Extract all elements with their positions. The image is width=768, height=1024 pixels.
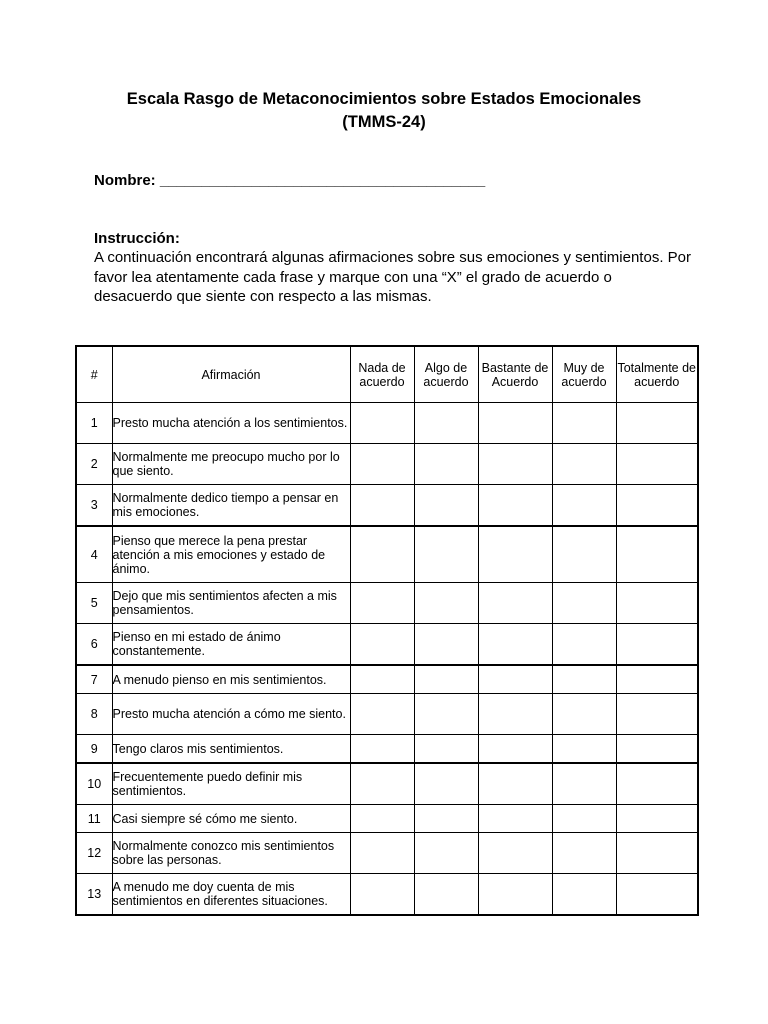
answer-cell-algo[interactable] — [414, 485, 478, 527]
answer-cell-bastante[interactable] — [478, 805, 552, 833]
answer-cell-muy[interactable] — [552, 805, 616, 833]
answer-cell-bastante[interactable] — [478, 403, 552, 444]
row-statement: Pienso que merece la pena prestar atención a mis emociones y estado de ánimo. — [112, 526, 350, 583]
row-number: 13 — [76, 874, 112, 916]
answer-cell-muy[interactable] — [552, 403, 616, 444]
document-subtitle: (TMMS-24) — [342, 113, 426, 131]
row-statement: Frecuentemente puedo definir mis sentimientos. — [112, 763, 350, 805]
answer-cell-nada[interactable] — [350, 694, 414, 735]
answer-cell-bastante[interactable] — [478, 526, 552, 583]
answer-cell-totalmente[interactable] — [616, 485, 698, 527]
row-number: 6 — [76, 624, 112, 666]
answer-cell-algo[interactable] — [414, 805, 478, 833]
row-number: 12 — [76, 833, 112, 874]
answer-cell-totalmente[interactable] — [616, 735, 698, 764]
row-number: 4 — [76, 526, 112, 583]
answer-cell-muy[interactable] — [552, 735, 616, 764]
row-statement: A menudo me doy cuenta de mis sentimientos en diferentes situaciones. — [112, 874, 350, 916]
answer-cell-nada[interactable] — [350, 735, 414, 764]
answer-cell-bastante[interactable] — [478, 444, 552, 485]
table-row — [76, 694, 698, 735]
answer-cell-totalmente[interactable] — [616, 403, 698, 444]
answer-cell-totalmente[interactable] — [616, 694, 698, 735]
answer-cell-totalmente[interactable] — [616, 763, 698, 805]
table-row — [76, 874, 698, 916]
answer-cell-nada[interactable] — [350, 833, 414, 874]
answer-cell-muy[interactable] — [552, 624, 616, 666]
answer-cell-bastante[interactable] — [478, 833, 552, 874]
answer-cell-muy[interactable] — [552, 485, 616, 527]
answer-cell-nada[interactable] — [350, 583, 414, 624]
table-row — [76, 485, 698, 527]
table-row — [76, 735, 698, 764]
answer-cell-nada[interactable] — [350, 485, 414, 527]
header-muy-de-acuerdo: Muy de acuerdo — [552, 346, 616, 403]
table-row — [76, 444, 698, 485]
table-row — [76, 624, 698, 666]
document-title: Escala Rasgo de Metaconocimientos sobre Estados Emocionales — [126, 90, 642, 108]
answer-cell-bastante[interactable] — [478, 583, 552, 624]
answer-cell-muy[interactable] — [552, 833, 616, 874]
answer-cell-algo[interactable] — [414, 444, 478, 485]
row-statement: Tengo claros mis sentimientos. — [112, 735, 350, 764]
answer-cell-nada[interactable] — [350, 874, 414, 916]
row-number: 10 — [76, 763, 112, 805]
answer-cell-nada[interactable] — [350, 403, 414, 444]
answer-cell-nada[interactable] — [350, 444, 414, 485]
answer-cell-algo[interactable] — [414, 763, 478, 805]
table-row — [76, 526, 698, 583]
row-number: 11 — [76, 805, 112, 833]
answer-cell-nada[interactable] — [350, 805, 414, 833]
answer-cell-algo[interactable] — [414, 526, 478, 583]
header-totalmente-de-acuerdo: Totalmente de acuerdo — [616, 346, 698, 403]
row-number: 7 — [76, 665, 112, 694]
survey-table — [75, 345, 699, 916]
row-number: 1 — [76, 403, 112, 444]
header-nada-de-acuerdo: Nada de acuerdo — [350, 346, 414, 403]
row-statement: Pienso en mi estado de ánimo constantemente. — [112, 624, 350, 666]
answer-cell-nada[interactable] — [350, 526, 414, 583]
table-row — [76, 833, 698, 874]
header-bastante-de-acuerdo: Bastante de Acuerdo — [478, 346, 552, 403]
row-statement: Presto mucha atención a los sentimientos. — [112, 403, 350, 444]
answer-cell-algo[interactable] — [414, 624, 478, 666]
row-statement: Presto mucha atención a cómo me siento. — [112, 694, 350, 735]
answer-cell-muy[interactable] — [552, 763, 616, 805]
table-row — [76, 665, 698, 694]
row-statement: Dejo que mis sentimientos afecten a mis pensamientos. — [112, 583, 350, 624]
answer-cell-totalmente[interactable] — [616, 805, 698, 833]
answer-cell-muy[interactable] — [552, 583, 616, 624]
answer-cell-bastante[interactable] — [478, 665, 552, 694]
answer-cell-algo[interactable] — [414, 665, 478, 694]
answer-cell-bastante[interactable] — [478, 485, 552, 527]
row-statement: Normalmente me preocupo mucho por lo que siento. — [112, 444, 350, 485]
answer-cell-muy[interactable] — [552, 444, 616, 485]
header-num: # — [76, 346, 112, 403]
table-row — [76, 583, 698, 624]
instruction-heading: Instrucción: — [94, 230, 180, 247]
answer-cell-muy[interactable] — [552, 526, 616, 583]
answer-cell-totalmente[interactable] — [616, 526, 698, 583]
answer-cell-totalmente[interactable] — [616, 833, 698, 874]
row-number: 2 — [76, 444, 112, 485]
answer-cell-bastante[interactable] — [478, 694, 552, 735]
row-number: 9 — [76, 735, 112, 764]
table-row — [76, 805, 698, 833]
table-row — [76, 403, 698, 444]
answer-cell-nada[interactable] — [350, 624, 414, 666]
answer-cell-algo[interactable] — [414, 735, 478, 764]
answer-cell-bastante[interactable] — [478, 735, 552, 764]
answer-cell-muy[interactable] — [552, 694, 616, 735]
table-row — [76, 763, 698, 805]
row-statement: Normalmente conozco mis sentimientos sobre las personas. — [112, 833, 350, 874]
answer-cell-muy[interactable] — [552, 665, 616, 694]
answer-cell-bastante[interactable] — [478, 763, 552, 805]
answer-cell-totalmente[interactable] — [616, 874, 698, 916]
header-statement: Afirmación — [112, 346, 350, 403]
header-algo-de-acuerdo: Algo de acuerdo — [414, 346, 478, 403]
answer-cell-nada[interactable] — [350, 763, 414, 805]
answer-cell-algo[interactable] — [414, 694, 478, 735]
name-field-label: Nombre: _______________________________________ — [94, 172, 486, 189]
row-number: 5 — [76, 583, 112, 624]
answer-cell-bastante[interactable] — [478, 624, 552, 666]
answer-cell-totalmente[interactable] — [616, 624, 698, 666]
row-statement: Normalmente dedico tiempo a pensar en mis emociones. — [112, 485, 350, 527]
row-number: 8 — [76, 694, 112, 735]
answer-cell-algo[interactable] — [414, 833, 478, 874]
answer-cell-muy[interactable] — [552, 874, 616, 916]
answer-cell-totalmente[interactable] — [616, 583, 698, 624]
answer-cell-bastante[interactable] — [478, 874, 552, 916]
answer-cell-nada[interactable] — [350, 665, 414, 694]
answer-cell-algo[interactable] — [414, 874, 478, 916]
row-number: 3 — [76, 485, 112, 527]
answer-cell-algo[interactable] — [414, 583, 478, 624]
row-statement: A menudo pienso en mis sentimientos. — [112, 665, 350, 694]
answer-cell-totalmente[interactable] — [616, 665, 698, 694]
answer-cell-totalmente[interactable] — [616, 444, 698, 485]
instruction-text: A continuación encontrará algunas afirmaciones sobre sus emociones y sentimientos. Por favor lea atentamente cada frase y marque con una “X” el grado de acuerdo o desacuerdo que siente con respecto a las mismas. — [94, 249, 691, 305]
table-header-row — [76, 346, 698, 403]
row-statement: Casi siempre sé cómo me siento. — [112, 805, 350, 833]
answer-cell-algo[interactable] — [414, 403, 478, 444]
